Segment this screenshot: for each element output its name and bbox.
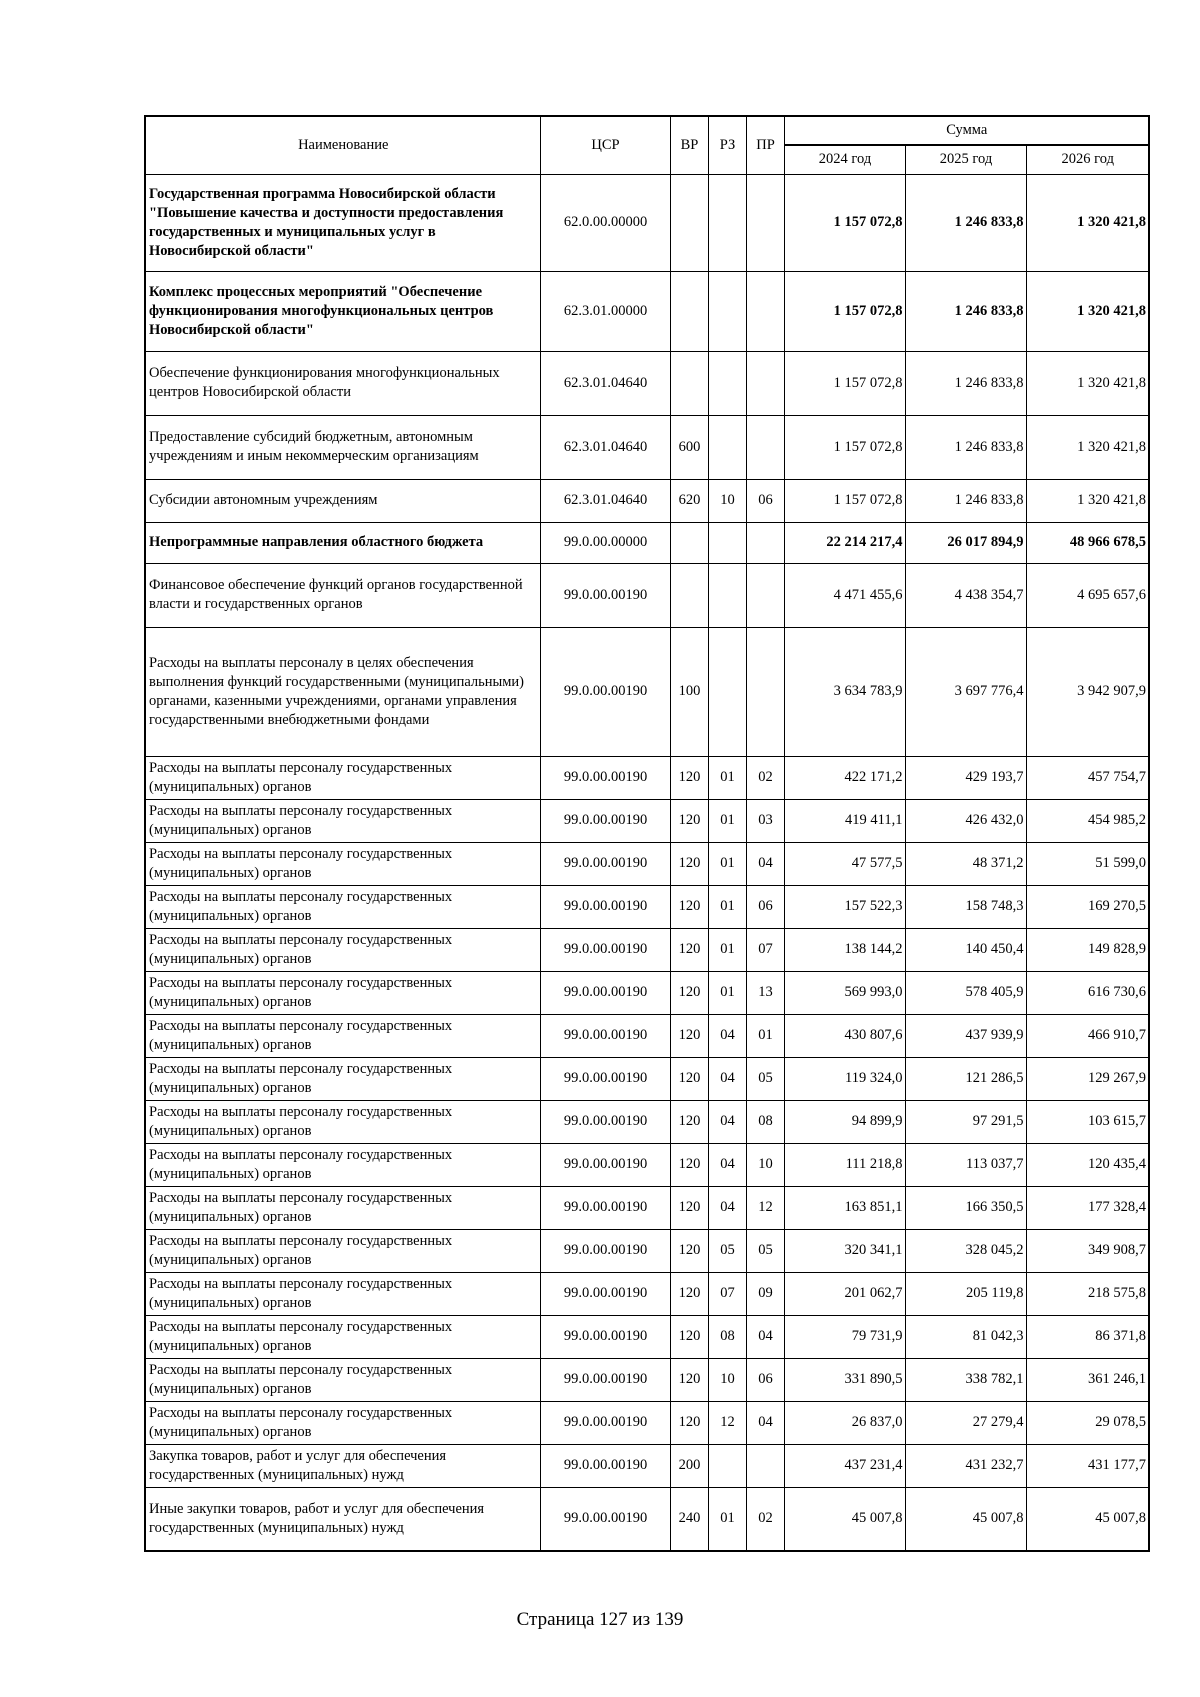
header-name: Наименование bbox=[145, 116, 540, 174]
header-sum: Сумма bbox=[784, 116, 1149, 145]
table-row bbox=[145, 522, 1149, 563]
cell-2024: 1 157 072,8 bbox=[784, 479, 905, 522]
cell-2026: 616 730,6 bbox=[1026, 971, 1149, 1014]
cell-name: Расходы на выплаты персоналу государственных (муниципальных) органов bbox=[145, 756, 540, 799]
cell-pr: 06 bbox=[746, 479, 784, 522]
cell-rz: 04 bbox=[708, 1057, 746, 1100]
cell-name: Расходы на выплаты персоналу государственных (муниципальных) органов bbox=[145, 1057, 540, 1100]
cell-2024: 569 993,0 bbox=[784, 971, 905, 1014]
cell-name: Расходы на выплаты персоналу государственных (муниципальных) органов bbox=[145, 799, 540, 842]
cell-2024: 419 411,1 bbox=[784, 799, 905, 842]
table-row bbox=[145, 1358, 1149, 1401]
table-row bbox=[145, 842, 1149, 885]
cell-vr: 120 bbox=[670, 1100, 708, 1143]
cell-2026: 218 575,8 bbox=[1026, 1272, 1149, 1315]
cell-vr: 100 bbox=[670, 627, 708, 756]
cell-2024: 163 851,1 bbox=[784, 1186, 905, 1229]
page-number: Страница 127 из 139 bbox=[516, 1609, 684, 1630]
cell-csr: 99.0.00.00190 bbox=[540, 1315, 670, 1358]
cell-csr: 99.0.00.00190 bbox=[540, 928, 670, 971]
cell-csr: 62.3.01.00000 bbox=[540, 271, 670, 351]
cell-2025: 426 432,0 bbox=[905, 799, 1026, 842]
cell-vr bbox=[670, 351, 708, 415]
cell-vr: 120 bbox=[670, 1315, 708, 1358]
cell-rz: 01 bbox=[708, 928, 746, 971]
cell-2026: 454 985,2 bbox=[1026, 799, 1149, 842]
cell-rz bbox=[708, 1444, 746, 1487]
cell-2026: 103 615,7 bbox=[1026, 1100, 1149, 1143]
cell-pr: 13 bbox=[746, 971, 784, 1014]
cell-csr: 99.0.00.00190 bbox=[540, 756, 670, 799]
header-year-2025: 2025 год bbox=[905, 145, 1026, 174]
table-row bbox=[145, 971, 1149, 1014]
cell-2024: 94 899,9 bbox=[784, 1100, 905, 1143]
table-row bbox=[145, 1057, 1149, 1100]
header-pr: ПР bbox=[746, 116, 784, 174]
cell-2024: 111 218,8 bbox=[784, 1143, 905, 1186]
table-row bbox=[145, 351, 1149, 415]
cell-rz: 07 bbox=[708, 1272, 746, 1315]
cell-2026: 149 828,9 bbox=[1026, 928, 1149, 971]
cell-pr bbox=[746, 415, 784, 479]
table-body bbox=[145, 174, 1149, 1551]
cell-2026: 361 246,1 bbox=[1026, 1358, 1149, 1401]
cell-2024: 22 214 217,4 bbox=[784, 522, 905, 563]
cell-rz: 01 bbox=[708, 885, 746, 928]
cell-rz: 04 bbox=[708, 1100, 746, 1143]
table-row bbox=[145, 271, 1149, 351]
cell-2025: 1 246 833,8 bbox=[905, 415, 1026, 479]
cell-2024: 320 341,1 bbox=[784, 1229, 905, 1272]
cell-2025: 121 286,5 bbox=[905, 1057, 1026, 1100]
cell-name: Предоставление субсидий бюджетным, автономным учреждениям и иным некоммерческим организациям bbox=[145, 415, 540, 479]
cell-pr: 04 bbox=[746, 1315, 784, 1358]
cell-pr: 08 bbox=[746, 1100, 784, 1143]
cell-2025: 328 045,2 bbox=[905, 1229, 1026, 1272]
cell-pr: 05 bbox=[746, 1057, 784, 1100]
cell-2024: 26 837,0 bbox=[784, 1401, 905, 1444]
cell-2024: 437 231,4 bbox=[784, 1444, 905, 1487]
cell-2025: 81 042,3 bbox=[905, 1315, 1026, 1358]
cell-2025: 26 017 894,9 bbox=[905, 522, 1026, 563]
table-row bbox=[145, 479, 1149, 522]
cell-2026: 45 007,8 bbox=[1026, 1487, 1149, 1551]
table-row bbox=[145, 1014, 1149, 1057]
cell-pr: 02 bbox=[746, 1487, 784, 1551]
cell-2024: 47 577,5 bbox=[784, 842, 905, 885]
cell-vr: 120 bbox=[670, 1229, 708, 1272]
cell-2026: 1 320 421,8 bbox=[1026, 174, 1149, 271]
cell-csr: 99.0.00.00190 bbox=[540, 799, 670, 842]
cell-2025: 1 246 833,8 bbox=[905, 351, 1026, 415]
cell-rz: 12 bbox=[708, 1401, 746, 1444]
cell-csr: 99.0.00.00190 bbox=[540, 1100, 670, 1143]
cell-rz: 01 bbox=[708, 842, 746, 885]
cell-csr: 99.0.00.00190 bbox=[540, 1272, 670, 1315]
cell-rz bbox=[708, 627, 746, 756]
table-row bbox=[145, 1272, 1149, 1315]
cell-2026: 51 599,0 bbox=[1026, 842, 1149, 885]
cell-rz bbox=[708, 351, 746, 415]
table-row bbox=[145, 1315, 1149, 1358]
cell-2025: 166 350,5 bbox=[905, 1186, 1026, 1229]
cell-2025: 429 193,7 bbox=[905, 756, 1026, 799]
cell-vr: 620 bbox=[670, 479, 708, 522]
cell-csr: 99.0.00.00190 bbox=[540, 885, 670, 928]
cell-2024: 79 731,9 bbox=[784, 1315, 905, 1358]
cell-pr: 03 bbox=[746, 799, 784, 842]
cell-name: Расходы на выплаты персоналу государственных (муниципальных) органов bbox=[145, 1143, 540, 1186]
cell-name: Непрограммные направления областного бюджета bbox=[145, 522, 540, 563]
cell-2024: 1 157 072,8 bbox=[784, 415, 905, 479]
cell-vr: 120 bbox=[670, 1014, 708, 1057]
cell-vr: 600 bbox=[670, 415, 708, 479]
table-row bbox=[145, 1186, 1149, 1229]
cell-vr: 120 bbox=[670, 1401, 708, 1444]
cell-pr bbox=[746, 522, 784, 563]
cell-csr: 99.0.00.00190 bbox=[540, 1444, 670, 1487]
table-row bbox=[145, 928, 1149, 971]
cell-2025: 3 697 776,4 bbox=[905, 627, 1026, 756]
cell-name: Субсидии автономным учреждениям bbox=[145, 479, 540, 522]
cell-2026: 120 435,4 bbox=[1026, 1143, 1149, 1186]
cell-csr: 62.3.01.04640 bbox=[540, 351, 670, 415]
cell-vr: 240 bbox=[670, 1487, 708, 1551]
cell-rz bbox=[708, 415, 746, 479]
cell-pr bbox=[746, 1444, 784, 1487]
header-rz: РЗ bbox=[708, 116, 746, 174]
cell-rz bbox=[708, 174, 746, 271]
cell-pr: 10 bbox=[746, 1143, 784, 1186]
cell-csr: 99.0.00.00190 bbox=[540, 1014, 670, 1057]
cell-2025: 338 782,1 bbox=[905, 1358, 1026, 1401]
cell-2025: 1 246 833,8 bbox=[905, 271, 1026, 351]
cell-csr: 99.0.00.00190 bbox=[540, 1487, 670, 1551]
cell-rz: 04 bbox=[708, 1014, 746, 1057]
table-row bbox=[145, 1100, 1149, 1143]
cell-vr: 120 bbox=[670, 1358, 708, 1401]
cell-2025: 158 748,3 bbox=[905, 885, 1026, 928]
cell-rz: 04 bbox=[708, 1186, 746, 1229]
table-row bbox=[145, 1487, 1149, 1551]
cell-vr bbox=[670, 271, 708, 351]
cell-2025: 578 405,9 bbox=[905, 971, 1026, 1014]
header-year-2026: 2026 год bbox=[1026, 145, 1149, 174]
budget-table bbox=[144, 115, 1150, 1552]
cell-2024: 1 157 072,8 bbox=[784, 351, 905, 415]
cell-2025: 113 037,7 bbox=[905, 1143, 1026, 1186]
cell-rz: 04 bbox=[708, 1143, 746, 1186]
cell-csr: 62.0.00.00000 bbox=[540, 174, 670, 271]
cell-2024: 4 471 455,6 bbox=[784, 563, 905, 627]
cell-vr: 120 bbox=[670, 1057, 708, 1100]
cell-2026: 1 320 421,8 bbox=[1026, 415, 1149, 479]
table-row bbox=[145, 756, 1149, 799]
table-row bbox=[145, 1229, 1149, 1272]
cell-name: Расходы на выплаты персоналу государственных (муниципальных) органов bbox=[145, 885, 540, 928]
cell-csr: 99.0.00.00190 bbox=[540, 1143, 670, 1186]
cell-2025: 97 291,5 bbox=[905, 1100, 1026, 1143]
cell-pr: 04 bbox=[746, 1401, 784, 1444]
cell-rz: 01 bbox=[708, 756, 746, 799]
cell-2024: 422 171,2 bbox=[784, 756, 905, 799]
cell-name: Расходы на выплаты персоналу государственных (муниципальных) органов bbox=[145, 842, 540, 885]
cell-pr bbox=[746, 627, 784, 756]
cell-pr: 01 bbox=[746, 1014, 784, 1057]
cell-vr: 120 bbox=[670, 799, 708, 842]
cell-vr: 120 bbox=[670, 928, 708, 971]
cell-rz: 10 bbox=[708, 479, 746, 522]
cell-2024: 331 890,5 bbox=[784, 1358, 905, 1401]
cell-pr: 06 bbox=[746, 885, 784, 928]
cell-2024: 201 062,7 bbox=[784, 1272, 905, 1315]
cell-2026: 4 695 657,6 bbox=[1026, 563, 1149, 627]
cell-2025: 140 450,4 bbox=[905, 928, 1026, 971]
cell-name: Государственная программа Новосибирской области "Повышение качества и доступности предоставления государственных и муниципальных услуг в Новосибирской области" bbox=[145, 174, 540, 271]
table-row bbox=[145, 1444, 1149, 1487]
cell-vr: 120 bbox=[670, 756, 708, 799]
table-row bbox=[145, 563, 1149, 627]
cell-2026: 457 754,7 bbox=[1026, 756, 1149, 799]
cell-2026: 431 177,7 bbox=[1026, 1444, 1149, 1487]
cell-name: Финансовое обеспечение функций органов государственной власти и государственных органов bbox=[145, 563, 540, 627]
table-row bbox=[145, 1143, 1149, 1186]
cell-name: Расходы на выплаты персоналу государственных (муниципальных) органов bbox=[145, 1315, 540, 1358]
cell-pr bbox=[746, 563, 784, 627]
cell-2026: 29 078,5 bbox=[1026, 1401, 1149, 1444]
cell-pr: 04 bbox=[746, 842, 784, 885]
table-header bbox=[145, 116, 1149, 174]
cell-pr: 09 bbox=[746, 1272, 784, 1315]
cell-2025: 431 232,7 bbox=[905, 1444, 1026, 1487]
cell-csr: 99.0.00.00190 bbox=[540, 1229, 670, 1272]
cell-vr: 120 bbox=[670, 885, 708, 928]
header-vr: ВР bbox=[670, 116, 708, 174]
cell-2024: 430 807,6 bbox=[784, 1014, 905, 1057]
cell-2025: 1 246 833,8 bbox=[905, 174, 1026, 271]
cell-csr: 62.3.01.04640 bbox=[540, 479, 670, 522]
cell-rz: 01 bbox=[708, 971, 746, 1014]
cell-pr: 07 bbox=[746, 928, 784, 971]
cell-name: Расходы на выплаты персоналу государственных (муниципальных) органов bbox=[145, 1401, 540, 1444]
cell-name: Расходы на выплаты персоналу государственных (муниципальных) органов bbox=[145, 1186, 540, 1229]
cell-vr: 120 bbox=[670, 1186, 708, 1229]
cell-2024: 157 522,3 bbox=[784, 885, 905, 928]
cell-rz bbox=[708, 522, 746, 563]
cell-2025: 205 119,8 bbox=[905, 1272, 1026, 1315]
cell-name: Расходы на выплаты персоналу государственных (муниципальных) органов bbox=[145, 1358, 540, 1401]
cell-csr: 99.0.00.00190 bbox=[540, 1358, 670, 1401]
cell-csr: 62.3.01.04640 bbox=[540, 415, 670, 479]
cell-vr: 120 bbox=[670, 1272, 708, 1315]
cell-vr: 120 bbox=[670, 971, 708, 1014]
cell-name: Расходы на выплаты персоналу государственных (муниципальных) органов bbox=[145, 971, 540, 1014]
cell-csr: 99.0.00.00000 bbox=[540, 522, 670, 563]
cell-2024: 45 007,8 bbox=[784, 1487, 905, 1551]
cell-2026: 177 328,4 bbox=[1026, 1186, 1149, 1229]
cell-pr bbox=[746, 271, 784, 351]
cell-2026: 169 270,5 bbox=[1026, 885, 1149, 928]
cell-2025: 437 939,9 bbox=[905, 1014, 1026, 1057]
cell-name: Расходы на выплаты персоналу государственных (муниципальных) органов bbox=[145, 1100, 540, 1143]
cell-rz bbox=[708, 271, 746, 351]
table-row bbox=[145, 415, 1149, 479]
cell-2026: 1 320 421,8 bbox=[1026, 351, 1149, 415]
cell-vr: 200 bbox=[670, 1444, 708, 1487]
header-csr: ЦСР bbox=[540, 116, 670, 174]
cell-2026: 349 908,7 bbox=[1026, 1229, 1149, 1272]
cell-2025: 1 246 833,8 bbox=[905, 479, 1026, 522]
cell-rz: 08 bbox=[708, 1315, 746, 1358]
cell-rz: 10 bbox=[708, 1358, 746, 1401]
cell-2024: 119 324,0 bbox=[784, 1057, 905, 1100]
table-row bbox=[145, 799, 1149, 842]
cell-vr: 120 bbox=[670, 842, 708, 885]
cell-2024: 1 157 072,8 bbox=[784, 271, 905, 351]
cell-2026: 48 966 678,5 bbox=[1026, 522, 1149, 563]
cell-csr: 99.0.00.00190 bbox=[540, 563, 670, 627]
cell-2025: 27 279,4 bbox=[905, 1401, 1026, 1444]
cell-2026: 1 320 421,8 bbox=[1026, 479, 1149, 522]
cell-name: Расходы на выплаты персоналу государственных (муниципальных) органов bbox=[145, 1272, 540, 1315]
cell-2025: 45 007,8 bbox=[905, 1487, 1026, 1551]
cell-name: Обеспечение функционирования многофункциональных центров Новосибирской области bbox=[145, 351, 540, 415]
table-row bbox=[145, 627, 1149, 756]
cell-name: Иные закупки товаров, работ и услуг для обеспечения государственных (муниципальных) нужд bbox=[145, 1487, 540, 1551]
cell-vr bbox=[670, 174, 708, 271]
cell-csr: 99.0.00.00190 bbox=[540, 1186, 670, 1229]
cell-pr: 05 bbox=[746, 1229, 784, 1272]
cell-2026: 3 942 907,9 bbox=[1026, 627, 1149, 756]
cell-csr: 99.0.00.00190 bbox=[540, 1057, 670, 1100]
cell-name: Расходы на выплаты персоналу государственных (муниципальных) органов bbox=[145, 928, 540, 971]
cell-name: Расходы на выплаты персоналу в целях обеспечения выполнения функций государственными (муниципальными) органами, казенными учреждениями, органами управления государственными внебюджетными фондами bbox=[145, 627, 540, 756]
cell-pr: 02 bbox=[746, 756, 784, 799]
cell-vr bbox=[670, 563, 708, 627]
cell-2024: 3 634 783,9 bbox=[784, 627, 905, 756]
cell-2026: 129 267,9 bbox=[1026, 1057, 1149, 1100]
cell-pr: 06 bbox=[746, 1358, 784, 1401]
header-year-2024: 2024 год bbox=[784, 145, 905, 174]
cell-name: Комплекс процессных мероприятий "Обеспечение функционирования многофункциональных центров Новосибирской области" bbox=[145, 271, 540, 351]
table-row bbox=[145, 1401, 1149, 1444]
cell-2025: 48 371,2 bbox=[905, 842, 1026, 885]
cell-rz: 01 bbox=[708, 799, 746, 842]
cell-vr: 120 bbox=[670, 1143, 708, 1186]
table-row bbox=[145, 174, 1149, 271]
cell-name: Закупка товаров, работ и услуг для обеспечения государственных (муниципальных) нужд bbox=[145, 1444, 540, 1487]
cell-2024: 1 157 072,8 bbox=[784, 174, 905, 271]
cell-pr: 12 bbox=[746, 1186, 784, 1229]
cell-2024: 138 144,2 bbox=[784, 928, 905, 971]
cell-2025: 4 438 354,7 bbox=[905, 563, 1026, 627]
cell-csr: 99.0.00.00190 bbox=[540, 842, 670, 885]
cell-2026: 466 910,7 bbox=[1026, 1014, 1149, 1057]
cell-pr bbox=[746, 351, 784, 415]
table-row bbox=[145, 885, 1149, 928]
cell-csr: 99.0.00.00190 bbox=[540, 971, 670, 1014]
cell-2026: 86 371,8 bbox=[1026, 1315, 1149, 1358]
cell-name: Расходы на выплаты персоналу государственных (муниципальных) органов bbox=[145, 1229, 540, 1272]
cell-vr bbox=[670, 522, 708, 563]
cell-csr: 99.0.00.00190 bbox=[540, 1401, 670, 1444]
cell-2026: 1 320 421,8 bbox=[1026, 271, 1149, 351]
cell-pr bbox=[746, 174, 784, 271]
cell-csr: 99.0.00.00190 bbox=[540, 627, 670, 756]
cell-rz: 01 bbox=[708, 1487, 746, 1551]
cell-rz: 05 bbox=[708, 1229, 746, 1272]
cell-name: Расходы на выплаты персоналу государственных (муниципальных) органов bbox=[145, 1014, 540, 1057]
cell-rz bbox=[708, 563, 746, 627]
